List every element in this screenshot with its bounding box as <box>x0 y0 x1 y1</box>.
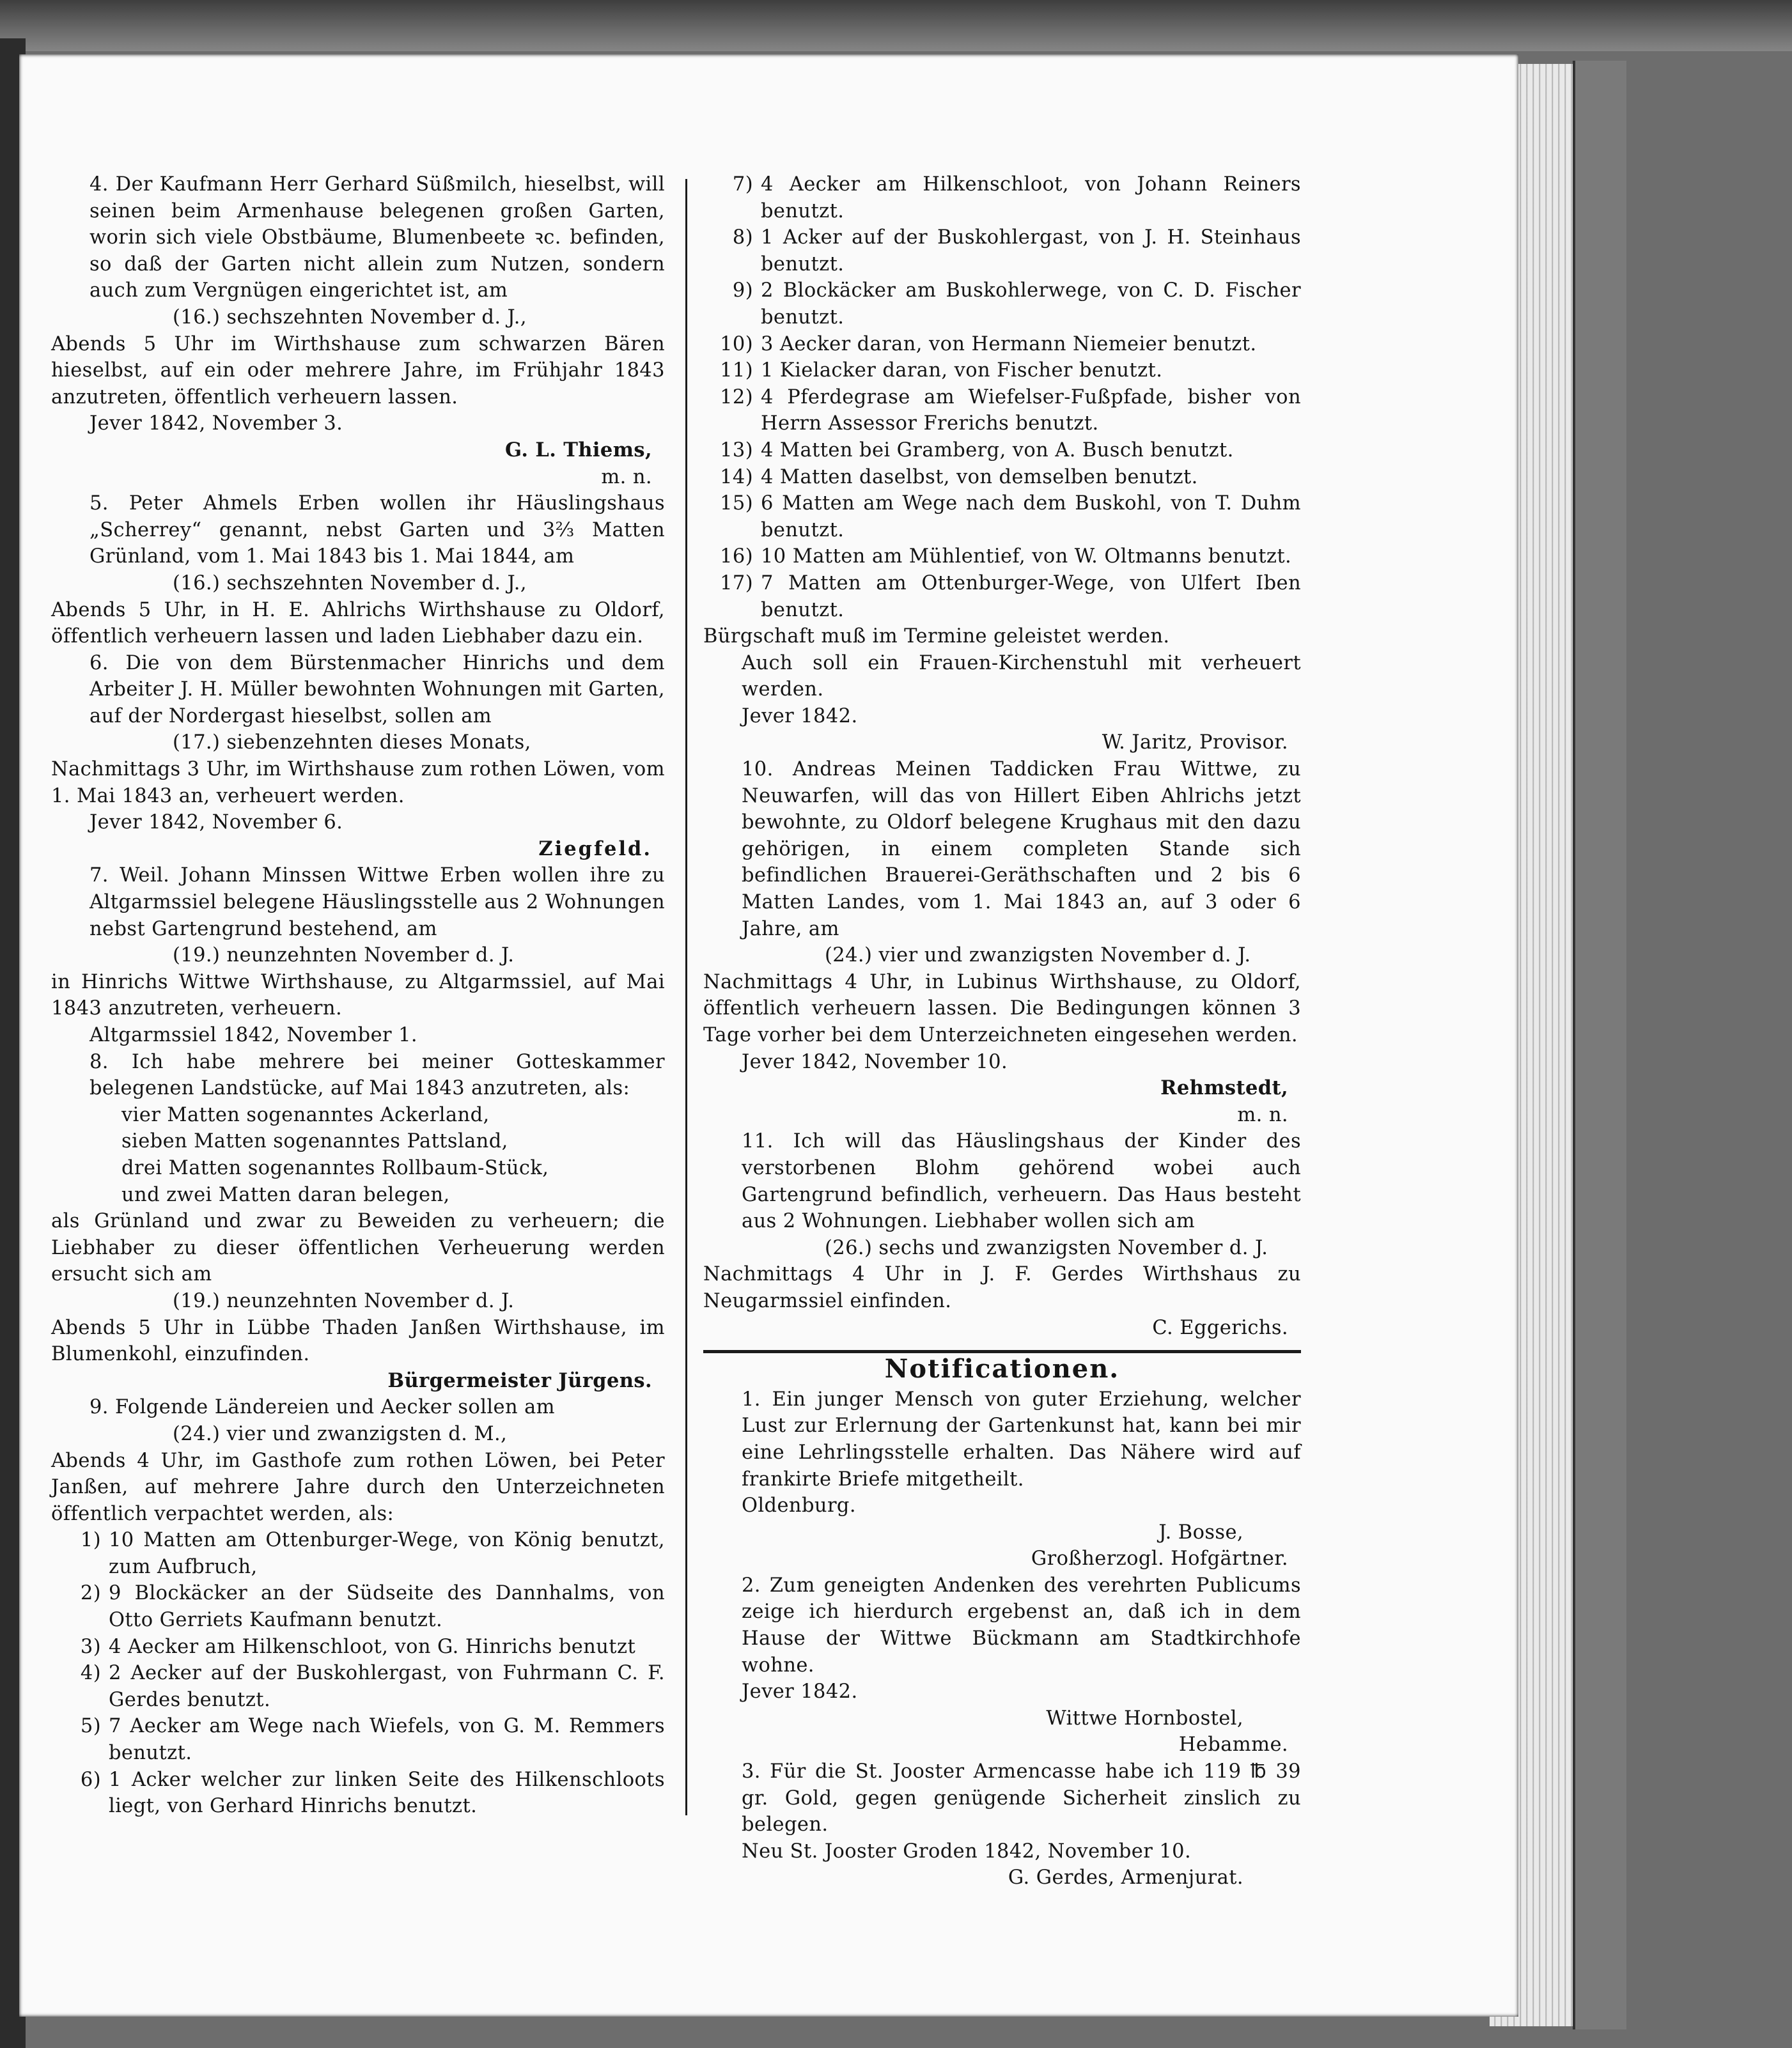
ad-6-date: (17.) siebenzehnten dieses Monats, <box>173 731 531 754</box>
ad-4-text: 4. Der Kaufmann Herr Gerhard Süßmilch, hieselbst, will seinen beim Armenhause belegenen großen Garten, worin sich viele Obstbäume, Blumenbeete ꝛc. befinden, so daß der Garten nicht allein zum Nutzen, sondern auch zum Vergnügen eingerichtet ist, am <box>90 173 665 302</box>
list-item-text: 4 Aecker am Hilkenschloot, von Johann Reiners benutzt. <box>761 173 1301 222</box>
list-item-text: 3 Aecker daran, von Hermann Niemeier benutzt. <box>761 332 1257 355</box>
list-item <box>703 171 1301 224</box>
ad-5-date: (16.) sechszehnten November d. J., <box>173 571 527 594</box>
notice-2-text: 2. Zum geneigten Andenken des verehrten Publicums zeige ich hierdurch ergebenst an, daß ich in dem Hause der Wittwe Bückmann am Stadtkirchhofe wohne. <box>742 1574 1301 1677</box>
notice-1-signer-note: Großherzogl. Hofgärtner. <box>1031 1548 1288 1571</box>
notice-1-text: 1. Ein junger Mensch von guter Erziehung, welcher Lust zur Erlernung der Gartenkunst hat, kann bei mir eine Lehrlingsstelle erhalten. Das Nähere wird auf frankirte Briefe mitgetheilt. <box>742 1388 1301 1491</box>
ad-11-date: (26.) sechs und zwanzigsten November d. J. <box>825 1236 1268 1259</box>
notice-2-signer: Wittwe Hornbostel, <box>1046 1707 1243 1730</box>
list-item <box>703 490 1301 543</box>
list-item-number: 1) <box>80 1529 101 1552</box>
ad-9-end-place: Jever 1842. <box>742 704 858 727</box>
ad-8-text: 8. Ich habe mehrere bei meiner Gotteskammer belegenen Landstücke, auf Mai 1843 anzutreten, als: <box>90 1050 665 1100</box>
list-item-number: 10) <box>720 332 753 355</box>
ad-8-text2: als Grünland und zwar zu Beweiden zu verheuern; die Liebhaber zu dieser öffentlichen Verheuerung werden ersucht sich am <box>51 1210 665 1286</box>
list-item-text: 2 Blockäcker am Buskohlerwege, von C. D. Fischer benutzt. <box>761 279 1301 329</box>
ad-8-text3: Abends 5 Uhr in Lübbe Thaden Janßen Wirthshause, im Blumenkohl, einzufinden. <box>51 1316 665 1366</box>
list-item <box>51 1713 665 1766</box>
list-item <box>703 570 1301 623</box>
ad-6-place: Jever 1842, November 6. <box>90 811 343 834</box>
book-top-edge <box>0 0 1792 51</box>
ad-7-text2: in Hinrichs Wittwe Wirthshause, zu Altgarmssiel, auf Mai 1843 anzutreten, verheuern. <box>51 970 665 1020</box>
ad-7-place: Altgarmssiel 1842, November 1. <box>90 1024 418 1046</box>
right-column <box>703 171 1301 1891</box>
ad-8-line: sieben Matten sogenanntes Pattsland, <box>121 1130 508 1153</box>
ad-10-place: Jever 1842, November 10. <box>742 1050 1008 1073</box>
list-item-number: 7) <box>732 173 753 196</box>
notice-2-signer-note: Hebamme. <box>1178 1734 1288 1757</box>
list-item <box>51 1634 665 1661</box>
notice-1-place: Oldenburg. <box>742 1494 856 1517</box>
list-item <box>703 543 1301 570</box>
list-item-text: 4 Pferdegrase am Wiefelser-Fußpfade, bisher von Herrn Assessor Frerichs benutzt. <box>761 385 1301 435</box>
list-item-text: 4 Aecker am Hilkenschloot, von G. Hinrichs benutzt <box>109 1635 636 1658</box>
list-item-number: 11) <box>720 359 753 382</box>
list-item <box>703 331 1301 358</box>
list-item <box>51 1660 665 1713</box>
notice-2-place: Jever 1842. <box>742 1680 858 1703</box>
ad-8-line: drei Matten sogenanntes Rollbaum-Stück, <box>121 1156 549 1179</box>
list-item-number: 13) <box>720 438 753 462</box>
list-item-text: 2 Aecker auf der Buskohlergast, von Fuhrmann C. F. Gerdes benutzt. <box>109 1662 665 1711</box>
ad-10-signer-note: m. n. <box>1237 1103 1288 1126</box>
ad-10-text2: Nachmittags 4 Uhr, in Lubinus Wirthshause, zu Oldorf, öffentlich verheuern lassen. Die Bedingungen können 3 Tage vorher bei dem Unterzeichneten eingesehen werden. <box>703 970 1301 1046</box>
list-item <box>51 1527 665 1580</box>
ad-11-signer: C. Eggerichs. <box>1152 1316 1288 1339</box>
list-item-text: 1 Kielacker daran, von Fischer benutzt. <box>761 359 1163 382</box>
notice-3-signer: G. Gerdes, Armenjurat. <box>1008 1866 1243 1889</box>
notice-1-signer: J. Bosse, <box>1158 1521 1243 1544</box>
ad-7-date: (19.) neunzehnten November d. J. <box>173 944 515 967</box>
ad-4-place: Jever 1842, November 3. <box>90 412 343 435</box>
ad-4-signer-note: m. n. <box>601 465 652 488</box>
ad-10-signer: Rehmstedt, <box>1160 1076 1288 1100</box>
list-item-number: 14) <box>720 465 753 488</box>
notice-3-text: 3. Für die St. Jooster Armencasse habe ich 119 ℔ 39 gr. Gold, gegen genügende Sicherheit zinslich zu belegen. <box>742 1760 1301 1836</box>
list-item-number: 3) <box>80 1635 101 1658</box>
list-item-number: 8) <box>732 226 753 249</box>
list-item <box>703 224 1301 277</box>
list-item-text: 10 Matten am Mühlentief, von W. Oltmanns benutzt. <box>761 545 1292 568</box>
ad-7-text: 7. Weil. Johann Minssen Wittwe Erben wollen ihre zu Altgarmssiel belegene Häuslingsstelle aus 2 Wohnungen nebst Gartengrund bestehend, am <box>90 864 665 940</box>
ad-11-text2: Nachmittags 4 Uhr in J. F. Gerdes Wirthshaus zu Neugarmssiel einfinden. <box>703 1263 1301 1312</box>
list-item-text: 4 Matten bei Gramberg, von A. Busch benutzt. <box>761 438 1234 462</box>
ad-6-text: 6. Die von dem Bürstenmacher Hinrichs und dem Arbeiter J. H. Müller bewohnten Wohnungen mit Garten, auf der Nordergast hieselbst, sollen am <box>90 651 665 727</box>
ad-6-signer: Ziegfeld. <box>538 837 652 860</box>
list-item-text: 6 Matten am Wege nach dem Buskohl, von T. Duhm benutzt. <box>761 492 1301 541</box>
ad-9-end-text: Bürgschaft muß im Termine geleistet werden. <box>703 625 1170 648</box>
list-item <box>703 464 1301 491</box>
ad-6-text2: Nachmittags 3 Uhr, im Wirthshause zum rothen Löwen, vom 1. Mai 1843 an, verheuert werden. <box>51 758 665 807</box>
ad-10-text: 10. Andreas Meinen Taddicken Frau Wittwe, zu Neuwarfen, will das von Hillert Eiben Ahlrichs jetzt bewohnte, zu Oldorf belegene Krughaus mit den dazu gehörigen, in einem completen Stande sich befindlichen Brauerei-Geräthschaften und 2 bis 6 Matten Landes, vom 1. Mai 1843 an, auf 3 oder 6 Jahre, am <box>742 758 1301 940</box>
list-item-number: 6) <box>80 1768 101 1791</box>
notice-3-place: Neu St. Jooster Groden 1842, November 10. <box>742 1840 1192 1863</box>
ad-8-line: und zwei Matten daran belegen, <box>121 1183 450 1206</box>
section-rule <box>703 1350 1301 1353</box>
ad-10-date: (24.) vier und zwanzigsten November d. J. <box>825 944 1251 967</box>
list-item-number: 9) <box>732 279 753 302</box>
list-item-number: 4) <box>80 1662 101 1685</box>
list-item-text: 1 Acker welcher zur linken Seite des Hilkenschloots liegt, von Gerhard Hinrichs benutzt. <box>109 1768 665 1818</box>
list-item <box>703 384 1301 437</box>
ad-9-date: (24.) vier und zwanzigsten d. M., <box>173 1422 508 1445</box>
list-item <box>703 437 1301 464</box>
list-item <box>51 1767 665 1820</box>
list-item-text: 7 Matten am Ottenburger-Wege, von Ulfert Iben benutzt. <box>761 571 1301 621</box>
list-item-number: 2) <box>80 1582 101 1605</box>
list-item-number: 5) <box>80 1715 101 1738</box>
list-item-text: 9 Blockäcker an der Südseite des Dannhalms, von Otto Gerriets Kaufmann benutzt. <box>109 1582 665 1632</box>
ad-11-text: 11. Ich will das Häuslingshaus der Kinder des verstorbenen Blohm gehörend wobei auch Gartengrund befindlich, verheuern. Das Haus besteht aus 2 Wohnungen. Liebhaber wollen sich am <box>742 1130 1301 1233</box>
column-divider <box>685 179 687 1815</box>
ad-9-text: 9. Folgende Ländereien und Aecker sollen am <box>90 1396 556 1419</box>
ad-5-text: 5. Peter Ahmels Erben wollen ihr Häuslingshaus „Scherrey“ genannt, nebst Garten und 3⅔ Matten Grünland, vom 1. Mai 1843 bis 1. Mai 1844, am <box>90 492 665 568</box>
ad-5-text2: Abends 5 Uhr, in H. E. Ahlrichs Wirthshause zu Oldorf, öffentlich verheuern lassen und laden Liebhaber dazu ein. <box>51 598 665 648</box>
left-column <box>51 171 665 1820</box>
list-item-number: 15) <box>720 492 753 515</box>
book-cover-edge <box>1573 61 1626 2029</box>
list-item <box>51 1580 665 1633</box>
ad-9-end-text2: Auch soll ein Frauen-Kirchenstuhl mit verheuert werden. <box>742 651 1301 701</box>
ad-9-text2: Abends 4 Uhr, im Gasthofe zum rothen Löwen, bei Peter Janßen, auf mehrere Jahre durch den Unterzeichneten öffentlich verpachtet werden, als: <box>51 1449 665 1525</box>
list-item-text: 7 Aecker am Wege nach Wiefels, von G. M. Remmers benutzt. <box>109 1715 665 1765</box>
list-item-text: 4 Matten daselbst, von demselben benutzt. <box>761 465 1198 488</box>
ad-9-end-signer: W. Jaritz, Provisor. <box>1102 731 1288 754</box>
ad-4-date: (16.) sechszehnten November d. J., <box>173 306 527 329</box>
list-item-text: 1 Acker auf der Buskohlergast, von J. H. Steinhaus benutzt. <box>761 226 1301 275</box>
ad-4-signer: G. L. Thiems, <box>504 438 652 462</box>
list-item <box>703 277 1301 330</box>
list-item-text: 10 Matten am Ottenburger-Wege, von König benutzt, zum Aufbruch, <box>109 1529 665 1578</box>
ad-8-date: (19.) neunzehnten November d. J. <box>173 1289 515 1312</box>
list-item <box>703 357 1301 384</box>
list-item-number: 12) <box>720 385 753 408</box>
list-item-number: 17) <box>720 571 753 594</box>
notifications-heading: Notificationen. <box>884 1354 1120 1385</box>
ad-4-text2: Abends 5 Uhr im Wirthshause zum schwarzen Bären hieselbst, auf ein oder mehrere Jahre, im Frühjahr 1843 anzutreten, öffentlich verheuern lassen. <box>51 332 665 408</box>
list-item-number: 16) <box>720 545 753 568</box>
ad-8-line: vier Matten sogenanntes Ackerland, <box>121 1103 490 1126</box>
ad-8-signer: Bürgermeister Jürgens. <box>387 1369 652 1392</box>
